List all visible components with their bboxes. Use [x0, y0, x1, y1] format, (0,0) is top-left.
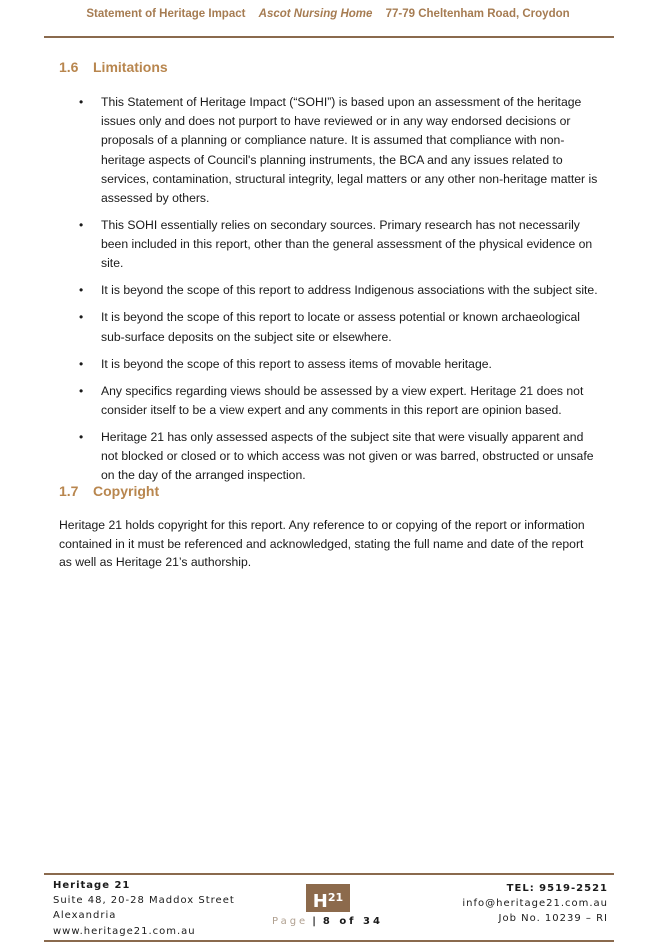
- bullet-icon: •: [79, 356, 84, 371]
- section-heading-limitations: [59, 59, 168, 75]
- bullet-icon: •: [79, 218, 84, 233]
- section-title: Copyright: [93, 483, 160, 499]
- list-item: [59, 355, 599, 374]
- list-item-text: This SOHI essentially relies on secondary sources. Primary research has not necessarily been included in this report, other than the general assessment of the physical evidence on site.: [101, 218, 593, 271]
- section-number: 1.6: [59, 59, 79, 75]
- footer-address-line2: Alexandria: [53, 910, 117, 922]
- list-item-text: It is beyond the scope of this report to assess items of movable heritage.: [101, 356, 492, 371]
- page-current: 8 of 34: [322, 916, 383, 927]
- footer-divider-bottom: [44, 940, 614, 942]
- page-label: Page: [272, 916, 309, 927]
- copyright-paragraph: Heritage 21 holds copyright for this report. Any reference to or copying of the report or information contained in it must be referenced and acknowledged, stating the full name and date of the report as well as Heritage 21’s authorship.: [59, 518, 585, 569]
- bullet-icon: •: [79, 310, 84, 325]
- bullet-icon: •: [79, 95, 84, 109]
- list-item-text: Any specifics regarding views should be assessed by a view expert. Heritage 21 does not consider itself to be a view expert and any comments in this report are opinion based.: [101, 383, 584, 417]
- section-heading-copyright: [59, 483, 159, 499]
- list-item-text: This Statement of Heritage Impact (“SOHI”) is based upon an assessment of the heritage issues only and does not purport to have reviewed or in any way endorsed decisions or proposals of a planning or compliance nature. It is assumed that compliance with non-heritage aspects of Council's planning instruments, the BCA and any issues related to services, contamination, structural integrity, legal matters or any other non-heritage matter is assessed by others.: [101, 95, 598, 206]
- list-item-text: Heritage 21 has only assessed aspects of the subject site that were visually apparent and not blocked or closed or to which access was not given or was barred, obstructed or unsafe on the day of the arranged inspection.: [101, 429, 594, 483]
- logo-number: 21: [327, 891, 344, 904]
- section-title: Limitations: [93, 59, 168, 75]
- footer-contact-right: [462, 881, 608, 927]
- footer-company: Heritage 21: [53, 880, 131, 891]
- bullet-icon: •: [79, 429, 84, 444]
- footer-job-number: Job No. 10239 – RI: [498, 913, 608, 925]
- limitations-list: [59, 93, 599, 493]
- footer-tel: TEL: 9519-2521: [506, 883, 608, 894]
- list-item: [59, 93, 599, 208]
- footer-website[interactable]: www.heritage21.com.au: [53, 925, 196, 937]
- section-number: 1.7: [59, 483, 79, 499]
- header-divider: [44, 36, 614, 38]
- footer-divider-top: [44, 873, 614, 875]
- list-item-text: It is beyond the scope of this report to address Indigenous associations with the subject site.: [101, 283, 598, 298]
- logo-letter: H: [312, 891, 328, 912]
- header-address: 77-79 Cheltenham Road, Croydon: [385, 8, 570, 20]
- bullet-icon: •: [79, 283, 84, 298]
- header-project: Ascot Nursing Home: [258, 8, 373, 20]
- list-item: [59, 281, 599, 300]
- bullet-icon: •: [79, 383, 84, 398]
- page-number: [272, 916, 383, 927]
- footer-email[interactable]: info@heritage21.com.au: [462, 898, 608, 910]
- list-item: [59, 428, 599, 486]
- heritage21-logo: [306, 884, 350, 912]
- list-item-text: It is beyond the scope of this report to locate or assess potential or known archaeological sub-surface deposits on the subject site or elsewhere.: [101, 310, 580, 344]
- list-item: [59, 308, 599, 346]
- list-item: [59, 382, 599, 420]
- header-title: Statement of Heritage Impact: [86, 8, 246, 20]
- footer-address-line1: Suite 48, 20-28 Maddox Street: [53, 895, 235, 907]
- page-separator: |: [312, 916, 319, 927]
- footer-contact-left: [53, 878, 235, 939]
- list-item: [59, 216, 599, 274]
- running-header: [0, 8, 656, 20]
